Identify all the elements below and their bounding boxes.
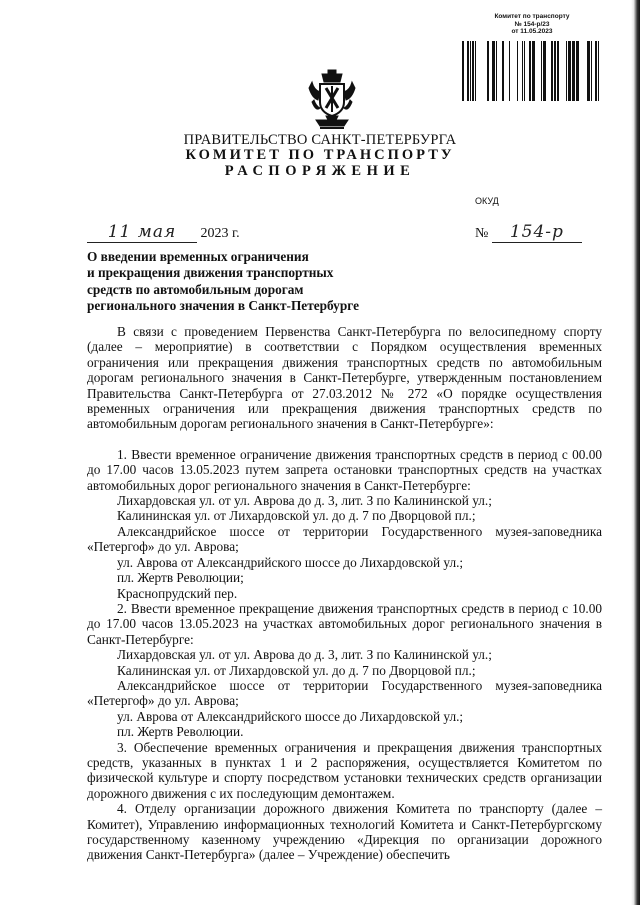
item-1-street: Лихардовская ул. от ул. Аврова до д. 3, лит. З по Калининской ул.; [117, 493, 492, 509]
title-line: и прекращения движения транспортных [87, 265, 334, 281]
committee-title: КОМИТЕТ ПО ТРАНСПОРТУ [185, 147, 455, 163]
item-3-paragraph: 3. Обеспечение временных ограничения и прекращения движения транспортных средств, указанных в пунктах 1 и 2 распоряжения, осуществляется Комитетом по физической культуре и спорту посредством установки технических средств организации дорожного движения с их последующим демонтажем. [87, 739, 602, 801]
item-2-paragraph: 2. Ввести временное прекращение движения транспортных средств в период с 10.00 до 17.00 часов 13.05.2023 на участках автомобильных дорог регионального значения в Санкт-Петербурге: [87, 600, 602, 647]
document-date [87, 222, 240, 243]
date-year: 2023 г. [200, 226, 240, 241]
item-2-street: пл. Жертв Революции. [117, 724, 244, 740]
registration-stamp [462, 13, 602, 36]
item-2-street: Калининская ул. от Лихардовской ул. до д. 7 по Дворцовой пл.; [117, 662, 476, 678]
document-type-title: РАСПОРЯЖЕНИЕ [224, 163, 416, 179]
item-2-street: Лихардовская ул. от ул. Аврова до д. 3, лит. З по Калининской ул.; [117, 647, 492, 663]
stamp-line-2: № 154-р/23 [514, 20, 550, 28]
okud-label: ОКУД [475, 196, 499, 206]
item-1-paragraph: 1. Ввести временное ограничение движения транспортных средств в период с 00.00 до 17.00 часов 13.05.2023 путем запрета остановки транспортных средств на участках автомобильных дорог регионального значения в Санкт-Петербурге: [87, 446, 602, 493]
stamp-line-3: от 11.05.2023 [511, 28, 553, 35]
item-1-street: ул. Аврова от Александрийского шоссе до Лихардовской ул.; [117, 554, 464, 570]
item-1-street: Калининская ул. от Лихардовской ул. до д. 7 по Дворцовой пл.; [117, 508, 476, 524]
intro-paragraph: В связи с проведением Первенства Санкт-Петербурга по велосипедному спорту (далее – мероприятие) в соответствии с Порядком осуществления временных ограничения или прекращения движения транспортных средств по автомобильным дорогам регионального значения в Санкт-Петербурге, утвержденным постановлением Правительства Санкт-Петербурга от 27.03.2012 № 272 «О порядке осуществления временных ограничения или прекращения движения транспортных средств по автомобильным дорогам регионального значения в Санкт-Петербурге»: [87, 324, 602, 432]
title-line: средств по автомобильным дорогам [87, 281, 304, 297]
item-1-street: пл. Жертв Революции; [117, 570, 244, 586]
coat-of-arms-icon [306, 68, 358, 134]
government-title: ПРАВИТЕЛЬСТВО САНКТ-ПЕТЕРБУРГА [183, 132, 457, 148]
number-prefix: № [475, 226, 489, 241]
item-1-street: Александрийское шоссе от территории Государственного музея-заповедника «Петергоф» до ул. Аврова; [87, 523, 602, 555]
date-handwritten: 11 мая [87, 222, 197, 243]
number-handwritten: 154-р [492, 222, 582, 243]
item-1-street: Краснопрудский пер. [117, 585, 238, 601]
item-2-street: Александрийское шоссе от территории Государственного музея-заповедника «Петергоф» до ул. Аврова; [87, 677, 602, 709]
item-2-street: ул. Аврова от Александрийского шоссе до Лихардовской ул.; [117, 708, 464, 724]
stamp-line-1: Комитет по транспорту [494, 13, 570, 20]
item-4-paragraph: 4. Отделу организации дорожного движения Комитета по транспорту (далее – Комитет), Управлению информационных технологий Комитета и Санкт-Петербургскому государственному казенному учреждению «Дирекция по организации дорожного движения Санкт-Петербурга» (далее – Учреждение) обеспечить [87, 801, 602, 863]
document-title [87, 249, 387, 315]
barcode-icon [462, 41, 602, 101]
document-body [87, 324, 602, 863]
document-number [475, 222, 582, 243]
title-line: регионального значения в Санкт-Петербурге [87, 298, 359, 314]
title-line: О введении временных ограничения [87, 249, 309, 264]
